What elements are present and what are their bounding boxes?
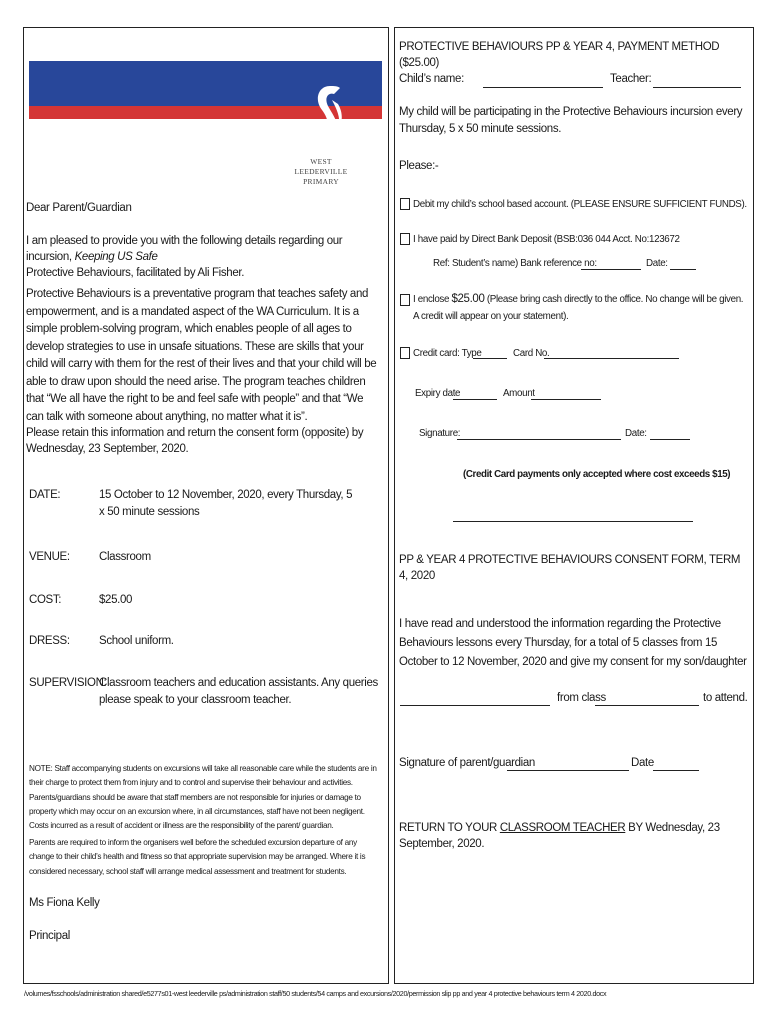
cash-option-label: I enclose $25.00 (Please bring cash directly to the office. No change will be given. A credit will appear on your statement).: [413, 293, 744, 322]
retain-paragraph: Please retain this information and return the consent form (opposite) by Wednesday, 23 September, 2020.: [26, 427, 364, 455]
payment-heading: PROTECTIVE BEHAVIOURS PP & YEAR 4, PAYMENT METHOD ($25.00): [399, 41, 720, 69]
consent-statement: I have read and understood the information regarding the Protective Behaviours lessons every Thursday, for a total of 5 classes from 15 October to 12 November, 2020 and give my consent for my son/daughter: [399, 618, 747, 668]
consent-date-field[interactable]: [653, 770, 699, 771]
bank-date-label: Date:: [646, 258, 668, 269]
detail-value-supervision: Classroom teachers and education assistants. Any queries please speak to your classroom teacher.: [99, 677, 378, 706]
bank-ref-field[interactable]: [581, 269, 641, 270]
amount-field[interactable]: [531, 399, 601, 400]
card-type-field[interactable]: [473, 358, 507, 359]
consent-date-label: Date: [631, 757, 654, 769]
bank-date-field[interactable]: [670, 269, 696, 270]
signature-date-field[interactable]: [650, 439, 690, 440]
amount-label: Amount: [503, 388, 535, 399]
program-paragraph: Protective Behaviours is a preventative program that teaches safety and empowerment, and is a mandated aspect of the WA Curriculum. It is a simple problem-solving program, which enables people of all ages to develop strategies to use in unsafe situations. These are skills that your child will carry with them for the rest of their lives and that your child will be able to draw upon should the need arise. The program teaches children that “We all have the right to be and feel safe with people” and that “We can talk with someone about anything, no matter what it is”.: [26, 288, 377, 423]
class-field[interactable]: [595, 705, 699, 706]
section-divider: [453, 521, 693, 522]
swan-logo-icon: [302, 80, 352, 150]
signature-date-label: Date:: [625, 428, 647, 439]
credit-card-checkbox[interactable]: [400, 347, 410, 359]
intro-paragraph: I am pleased to provide you with the following details regarding our incursion, Keeping US Safe Protective Behaviours, facilitated by Ali Fisher.: [26, 235, 343, 279]
bank-deposit-checkbox[interactable]: [400, 233, 410, 245]
detail-label-dress: DRESS:: [29, 635, 70, 647]
parent-signature-field[interactable]: [507, 770, 629, 771]
expiry-label: Expiry date: [415, 388, 461, 399]
from-class-label: from class: [557, 692, 606, 704]
teacher-field[interactable]: [653, 87, 741, 88]
to-attend-label: to attend.: [703, 692, 748, 704]
return-instruction: RETURN TO YOUR CLASSROOM TEACHER BY Wednesday, 23 September, 2020.: [399, 822, 720, 850]
child-name-consent-field[interactable]: [400, 705, 550, 706]
please-label: Please:-: [399, 160, 439, 172]
card-type-label: Credit card: Type: [413, 348, 482, 359]
letter-panel: [23, 27, 389, 984]
cash-checkbox[interactable]: [400, 294, 410, 306]
debit-checkbox[interactable]: [400, 198, 410, 210]
footer-file-path: /volumes/fsschools/administration shared/e5277s01-west leederville ps/administration staff/50 students/54 camps and excursions/2020/permission slip pp and year 4 protective behaviours term 4 2020.docx: [24, 989, 607, 998]
detail-label-venue: VENUE:: [29, 551, 70, 563]
bank-deposit-label: I have paid by Direct Bank Deposit (BSB:036 044 Acct. No:123672: [413, 234, 680, 245]
expiry-field[interactable]: [453, 399, 497, 400]
detail-value-dress: School uniform.: [99, 635, 174, 647]
detail-label-supervision: SUPERVISION:: [29, 677, 107, 689]
teacher-label: Teacher:: [610, 73, 652, 85]
detail-value-date: 15 October to 12 November, 2020, every Thursday, 5 x 50 minute sessions: [99, 489, 353, 518]
child-name-label: Child’s name:: [399, 73, 464, 85]
card-no-label: Card No.: [513, 348, 550, 359]
participation-text: My child will be participating in the Protective Behaviours incursion every Thursday, 5 x 50 minute sessions.: [399, 106, 743, 135]
bank-ref-label: Ref: Student’s name) Bank reference no:: [433, 258, 597, 269]
form-panel: [394, 27, 754, 984]
detail-label-cost: COST:: [29, 594, 62, 606]
liability-note: NOTE: Staff accompanying students on excursions will take all reasonable care while the students are in their charge to protect them from injury and to control and supervise their behaviour and activities. Parents/guardians should be aware that staff members are not responsible for injuries or damage to property which may occur on an excursion where, in all circumstances, staff have not been negligent. Costs incurred as a result of accident or illness are the responsibility of the parent/ guardian.: [29, 764, 377, 831]
detail-value-venue: Classroom: [99, 551, 151, 563]
signature-field[interactable]: [457, 439, 621, 440]
signoff-name: Ms Fiona Kelly: [29, 897, 100, 909]
debit-option-label: Debit my child’s school based account. (PLEASE ENSURE SUFFICIENT FUNDS).: [413, 199, 747, 210]
detail-label-date: DATE:: [29, 489, 61, 501]
card-no-field[interactable]: [544, 358, 679, 359]
school-name: WEST LEEDERVILLE PRIMARY: [294, 157, 348, 186]
health-note: Parents are required to inform the organisers well before the scheduled excursion departure of any change to their child’s health and fitness so that appropriate supervision may be arranged. Where it is considered necessary, school staff will arrange medical assessment and treatment for students.: [29, 838, 366, 876]
signature-label: Signature:: [419, 428, 461, 439]
parent-signature-label: Signature of parent/guardian: [399, 757, 535, 769]
consent-heading: PP & YEAR 4 PROTECTIVE BEHAVIOURS CONSENT FORM, TERM 4, 2020: [399, 554, 741, 582]
signoff-title: Principal: [29, 930, 70, 942]
detail-value-cost: $25.00: [99, 594, 133, 606]
card-payment-note: (Credit Card payments only accepted where cost exceeds $15): [463, 469, 731, 480]
child-name-field[interactable]: [483, 87, 603, 88]
greeting: Dear Parent/Guardian: [26, 202, 132, 214]
